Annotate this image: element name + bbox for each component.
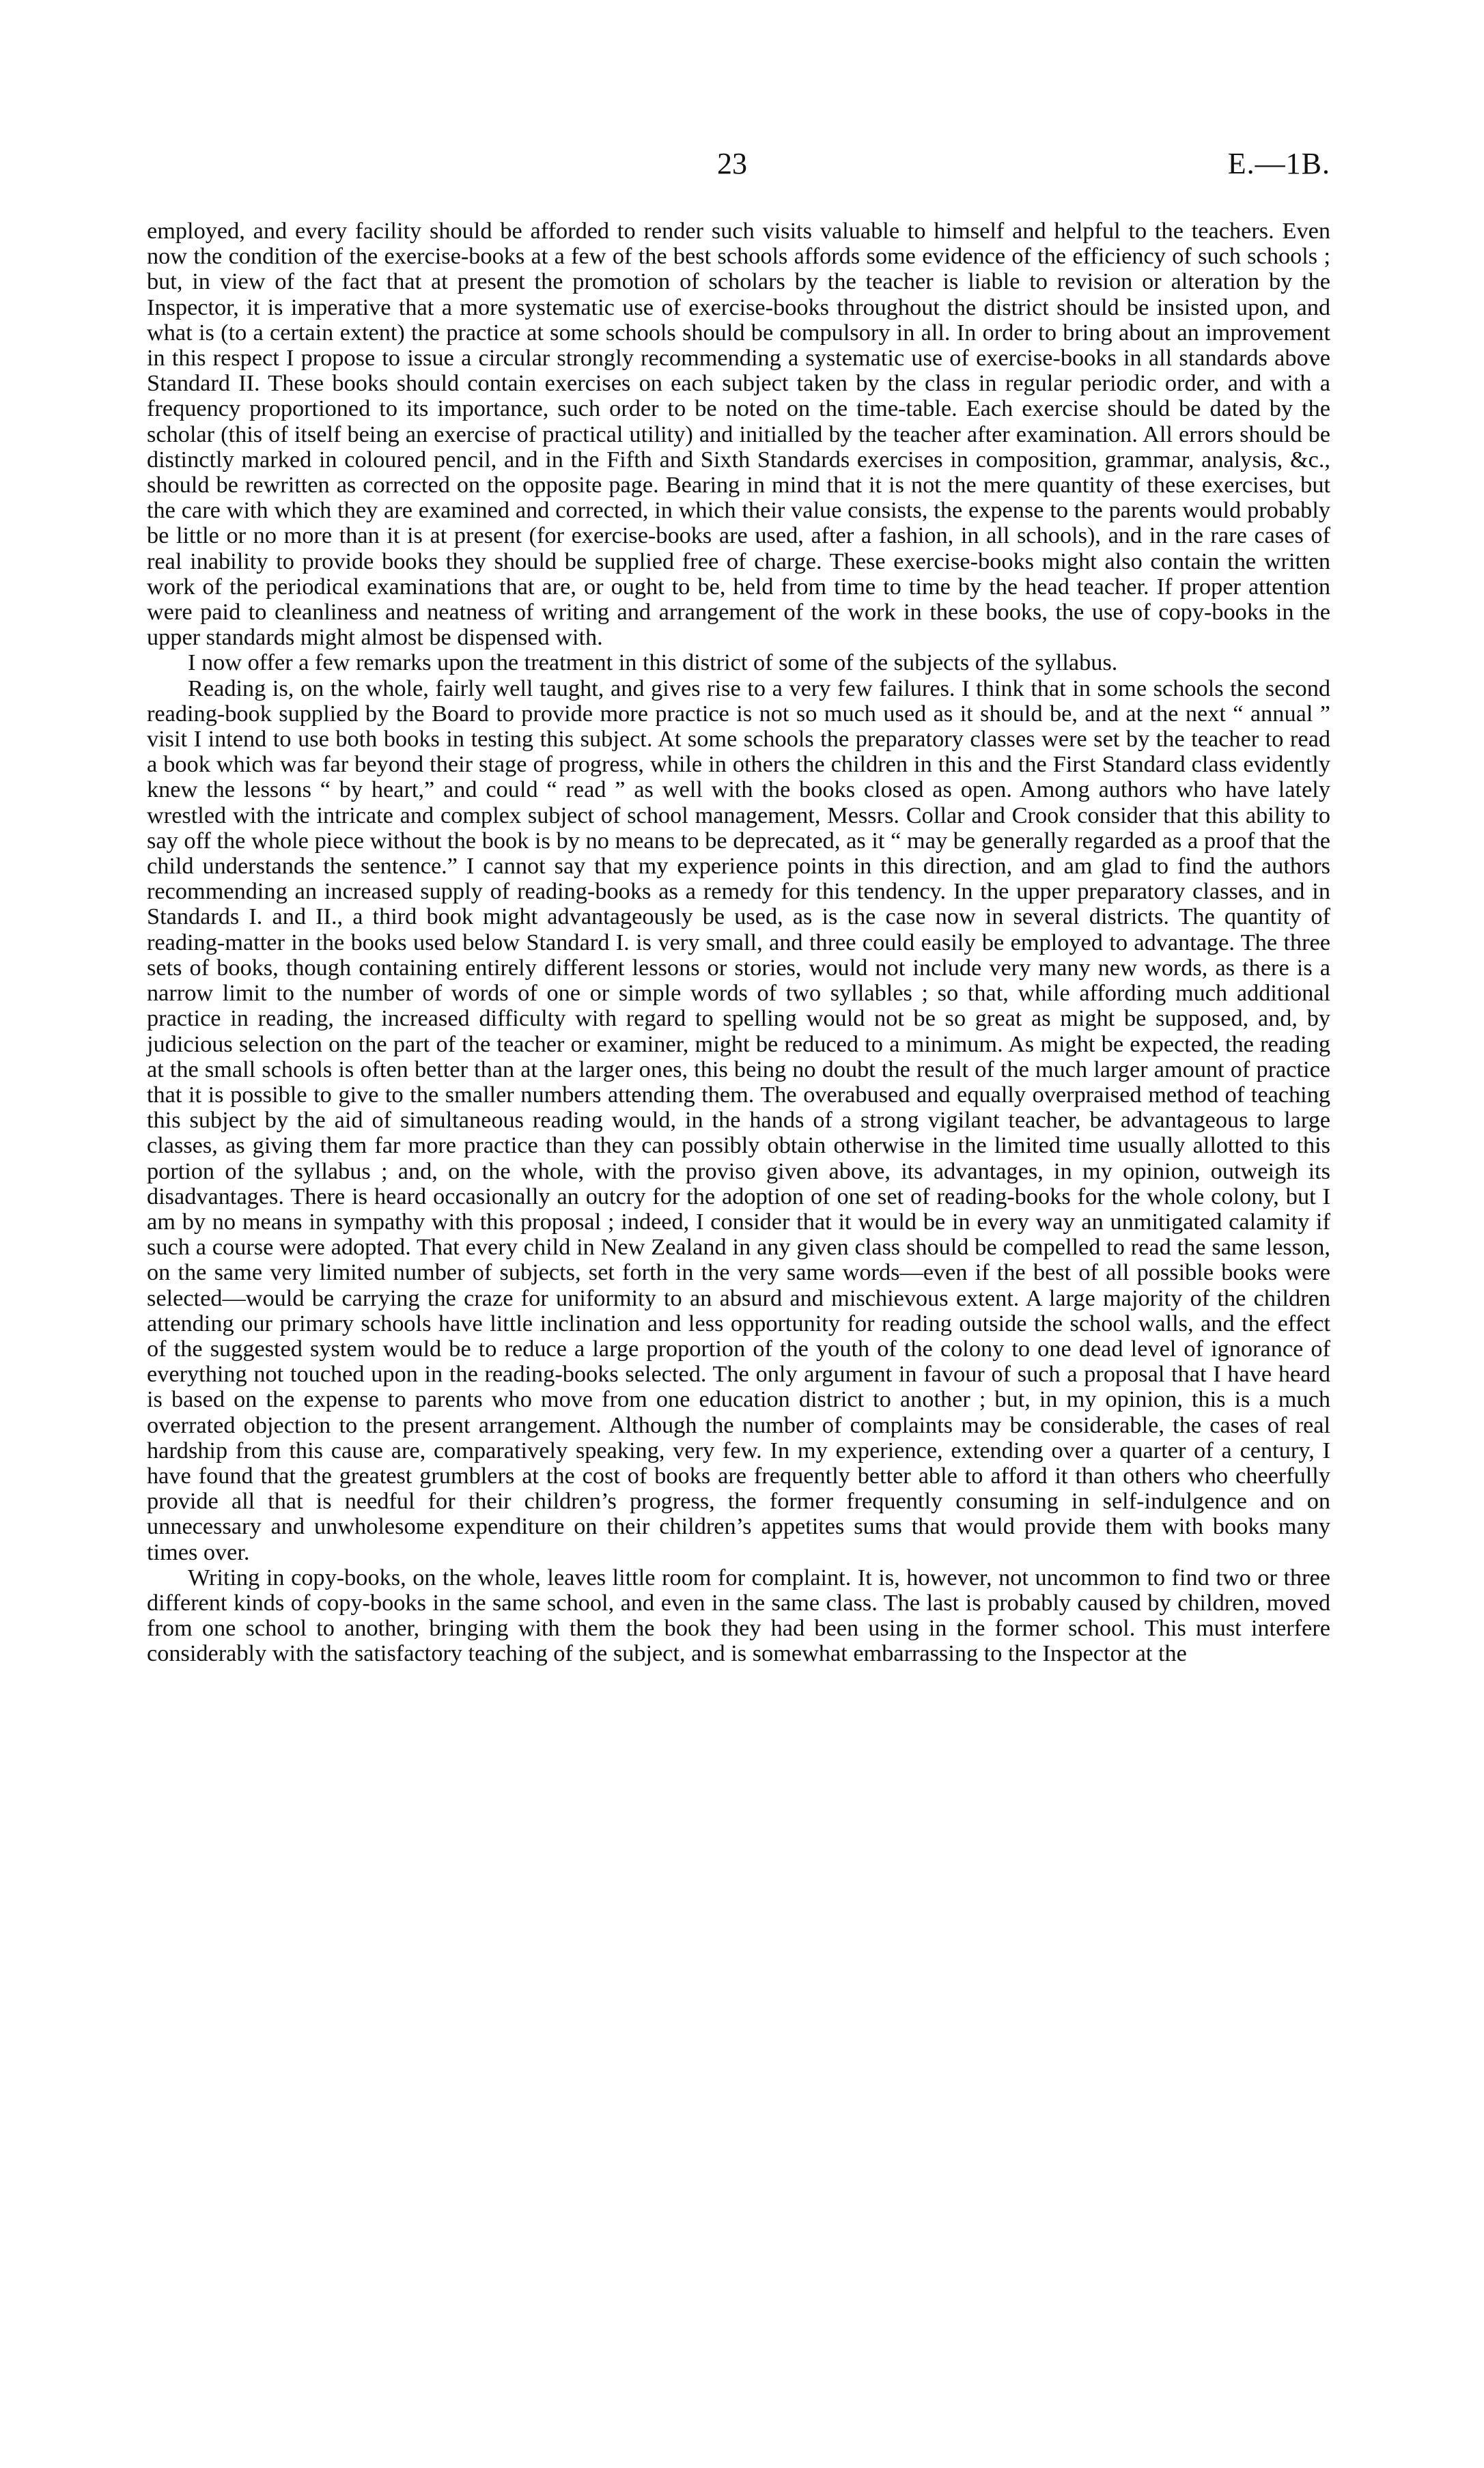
page-header [147, 146, 1330, 182]
body-text [147, 219, 1330, 1667]
document-reference: E.—1B. [1227, 147, 1330, 180]
paragraph-syllabus-intro: I now offer a few remarks upon the treatment in this district of some of the subjects of the syllabus. [188, 649, 1118, 676]
paragraph-writing: Writing in copy-books, on the whole, leaves little room for complaint. It is, however, not uncommon to find two or three different kinds of copy-books in the same school, and even in the same class. The last is probably caused by children, moved from one school to another, bringing with them the book they had been using in the former school. This must interfere considerably with the satisfactory teaching of the subject, and is somewhat embarrassing to the Inspector at the [147, 1564, 1330, 1667]
paragraph-reading: Reading is, on the whole, fairly well taught, and gives rise to a very few failures. I think that in some schools the second reading-book supplied by the Board to provide more practice is not so much used as it should be, and at the next “ annual ” visit I intend to use both books in testing this subject. At some schools the preparatory classes were set by the teacher to read a book which was far beyond their stage of progress, while in others the children in this and the First Standard class evidently knew the lessons “ by heart,” and could “ read ” as well with the books closed as open. Among authors who have lately wrestled with the intricate and complex subject of school management, Messrs. Collar and Crook consider that this ability to say off the whole piece without the book is by no means to be deprecated, as it “ may be generally regarded as a proof that the child understands the sentence.” I cannot say that my experience points in this direction, and am glad to find the authors recommending an increased supply of reading-books as a remedy for this tendency. In the upper preparatory classes, and in Standards I. and II., a third book might advantageously be used, as is the case now in several districts. The quantity of reading-matter in the books used below Standard I. is very small, and three could easily be employed to advantage. The three sets of books, though containing entirely different lessons or stories, would not include very many new words, as there is a narrow limit to the number of words of one or simple words of two syllables ; so that, while affording much additional practice in reading, the increased difficulty with regard to spelling would not be so great as might be supposed, and, by judicious selection on the part of the teacher or examiner, might be reduced to a minimum. As might be expected, the reading at the small schools is often better than at the larger ones, this being no doubt the result of the much larger amount of practice that it is possible to give to the smaller numbers attending them. The overabused and equally overpraised method of teaching this subject by the aid of simultaneous reading would, in the hands of a strong vigilant teacher, be advantageous to large classes, as giving them far more practice than they can possibly obtain otherwise in the limited time usually allotted to this portion of the syllabus ; and, on the whole, with the proviso given above, its advantages, in my opinion, outweigh its disadvantages. There is heard occasionally an outcry for the adoption of one set of reading-books for the whole colony, but I am by no means in sympathy with this proposal ; indeed, I consider that it would be in every way an unmitigated calamity if such a course were adopted. That every child in New Zealand in any given class should be compelled to read the same lesson, on the same very limited number of subjects, set forth in the very same words—even if the best of all possible books were selected—would be carrying the craze for uniformity to an absurd and mischievous extent. A large majority of the children attending our primary schools have little inclination and less opportunity for reading outside the school walls, and the effect of the suggested system would be to reduce a large proportion of the youth of the colony to one dead level of ignorance of everything not touched upon in the reading-books selected. The only argument in favour of such a proposal that I have heard is based on the expense to parents who move from one education district to another ; but, in my opinion, this is a much overrated objection to the present arrangement. Although the number of complaints may be considerable, the cases of real hardship from this cause are, comparatively speaking, very few. In my experience, extending over a quarter of a century, I have found that the greatest grumblers at the cost of books are frequently better able to afford it than others who cheerfully provide all that is needful for their children’s progress, the former frequently consuming in self-indulgence and on unnecessary and unwholesome expenditure on their children’s appetites sums that would provide them with books many times over. [147, 675, 1330, 1565]
page-number: 23 [717, 147, 747, 180]
paragraph-exercise-books: employed, and every facility should be afforded to render such visits valuable to himself and helpful to the teachers. Even now the condition of the exercise-books at a few of the best schools affords some evidence of the efficiency of such schools ; but, in view of the fact that at present the promotion of scholars by the teacher is liable to revision or alteration by the Inspector, it is imperative that a more systematic use of exercise-books throughout the district should be insisted upon, and what is (to a certain extent) the practice at some schools should be compulsory in all. In order to bring about an improvement in this respect I propose to issue a circular strongly recommending a systematic use of exercise-books in all standards above Standard II. These books should contain exercises on each subject taken by the class in regular periodic order, and with a frequency proportioned to its importance, such order to be noted on the time-table. Each exercise should be dated by the scholar (this of itself being an exercise of practical utility) and initialled by the teacher after examination. All errors should be distinctly marked in coloured pencil, and in the Fifth and Sixth Standards exercises in composition, grammar, analysis, &c., should be rewritten as corrected on the opposite page. Bearing in mind that it is not the mere quantity of these exercises, but the care with which they are examined and corrected, in which their value consists, the expense to the parents would probably be little or no more than it is at present (for exercise-books are used, after a fashion, in all schools), and in the rare cases of real inability to provide books they should be supplied free of charge. These exercise-books might also contain the written work of the periodical examinations that are, or ought to be, held from time to time by the head teacher. If proper attention were paid to cleanliness and neatness of writing and arrangement of the work in these books, the use of copy-books in the upper standards might almost be dispensed with. [147, 218, 1330, 651]
